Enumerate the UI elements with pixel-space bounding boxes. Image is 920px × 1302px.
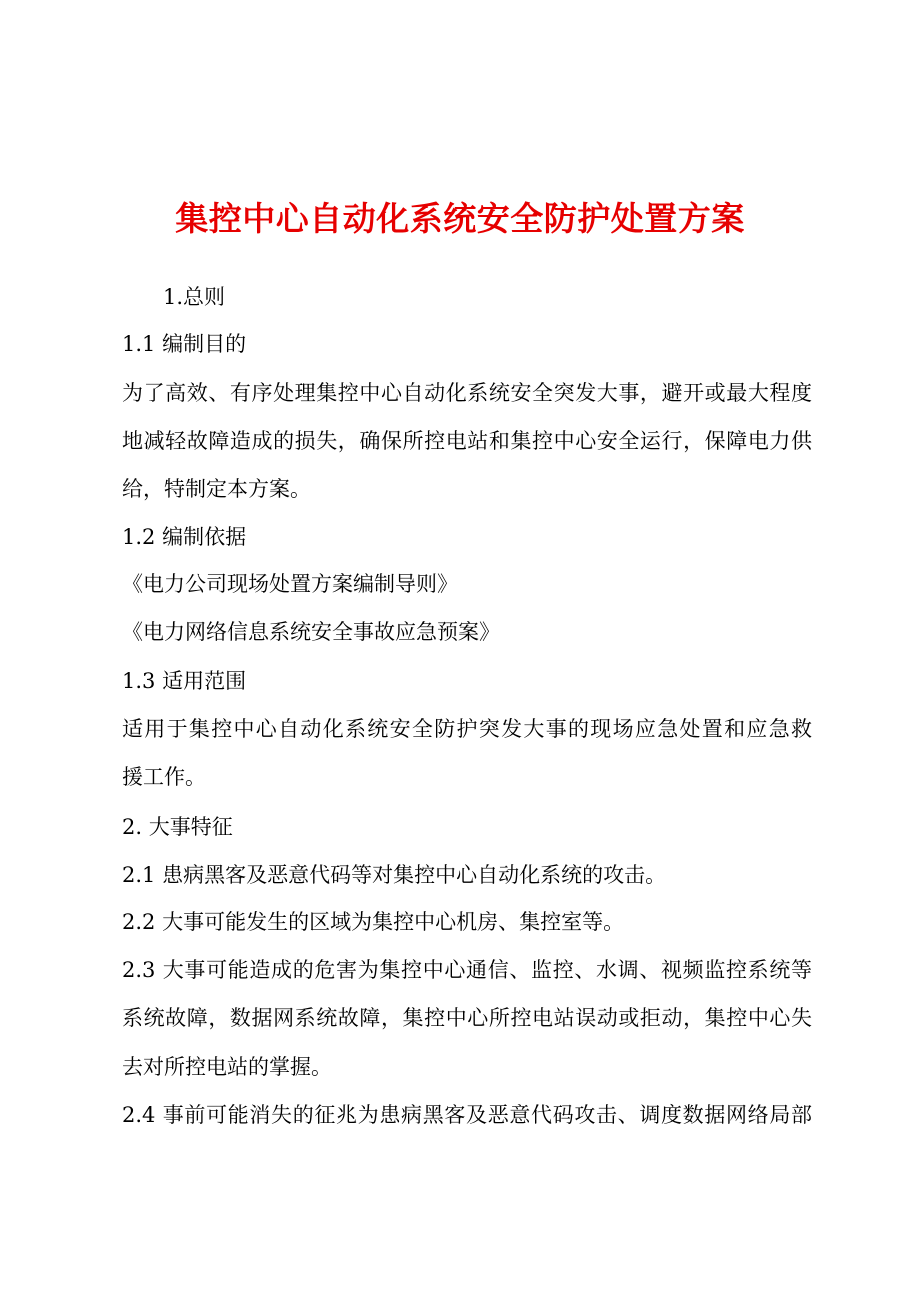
- paragraph-line: 给，特制定本方案。: [122, 477, 311, 501]
- section-heading-2: 2. 大事特征: [122, 815, 233, 839]
- paragraph-line: 去对所控电站的掌握。: [122, 1055, 332, 1079]
- paragraph-line: 系统故障，数据网系统故障，集控中心所控电站误动或拒动，集控中心失: [122, 1006, 812, 1030]
- subsection-heading-1-1: 1.1 编制目的: [122, 332, 247, 356]
- reference-line: 《电力网络信息系统安全事故应急预案》: [122, 620, 500, 644]
- paragraph-line: 援工作。: [122, 765, 206, 789]
- section-heading-1: 1.总则: [163, 285, 226, 309]
- paragraph-line: 2.1 患病黑客及恶意代码等对集控中心自动化系统的攻击。: [122, 863, 667, 887]
- reference-line: 《电力公司现场处置方案编制导则》: [122, 572, 458, 596]
- subsection-heading-1-2: 1.2 编制依据: [122, 525, 247, 549]
- paragraph-line: 适用于集控中心自动化系统安全防护突发大事的现场应急处置和应急救: [122, 717, 812, 741]
- paragraph-line: 2.2 大事可能发生的区域为集控中心机房、集控室等。: [122, 910, 625, 934]
- paragraph-line: 2.4 事前可能消失的征兆为患病黑客及恶意代码攻击、调度数据网络局部: [122, 1103, 812, 1127]
- paragraph-line: 地减轻故障造成的损失，确保所控电站和集控中心安全运行，保障电力供: [122, 429, 812, 453]
- subsection-heading-1-3: 1.3 适用范围: [122, 669, 247, 693]
- page-title: 集控中心自动化系统安全防护处置方案: [175, 199, 745, 238]
- paragraph-line: 为了高效、有序处理集控中心自动化系统安全突发大事，避开或最大程度: [122, 381, 812, 405]
- paragraph-line: 2.3 大事可能造成的危害为集控中心通信、监控、水调、视频监控系统等: [122, 958, 812, 982]
